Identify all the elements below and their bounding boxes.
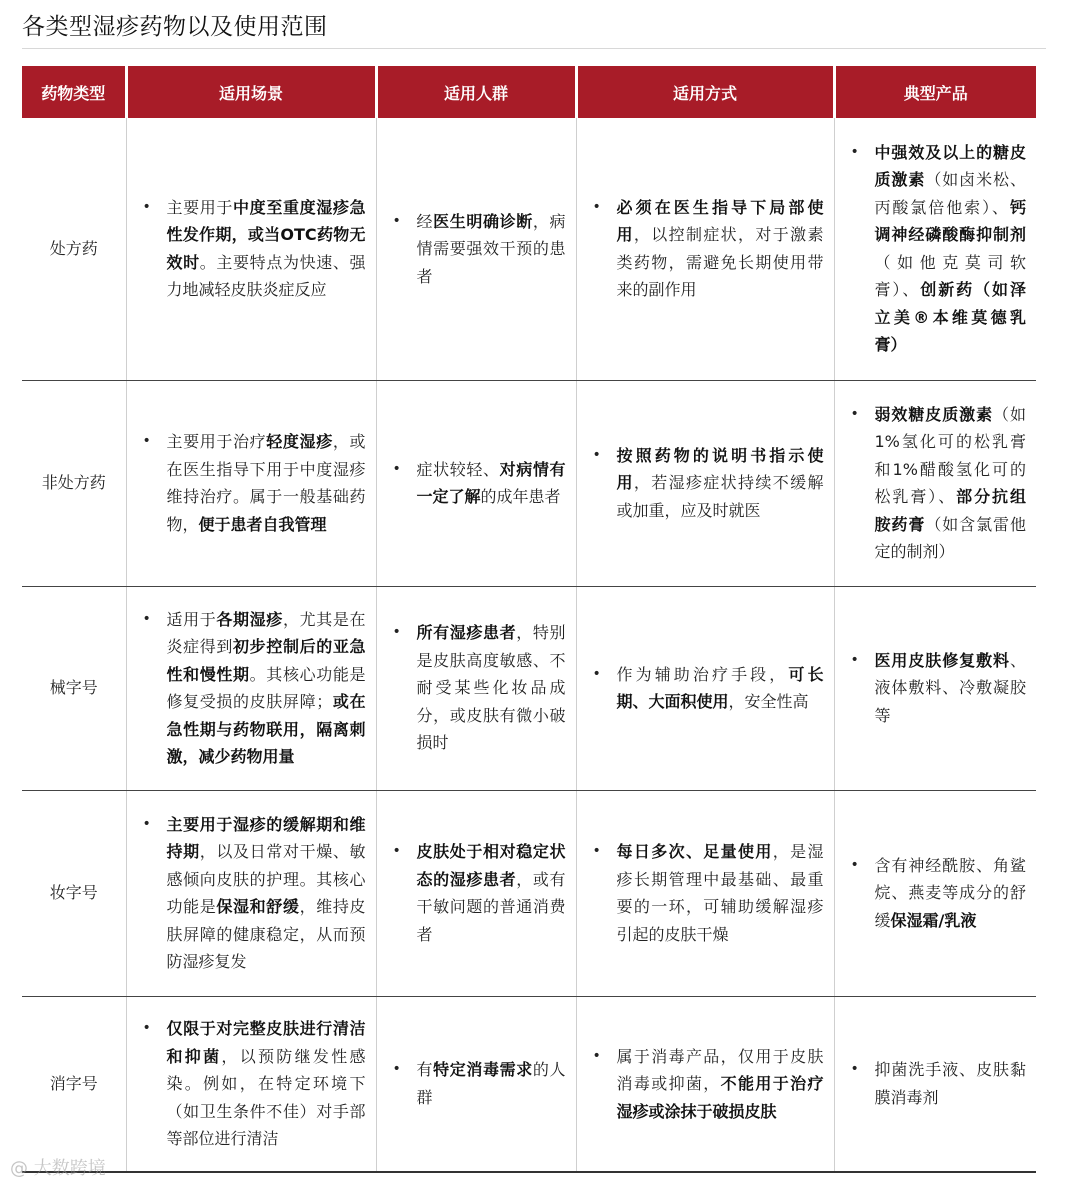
bold-text-segment: 中强效及以上的糖皮质激素 — [874, 142, 1026, 190]
text-segment: 、液体敷料、冷敷凝胶等 — [874, 650, 1026, 725]
bullet-item — [387, 838, 566, 948]
cell-text — [617, 1043, 824, 1126]
text-segment: 属于消毒产品，仅用于皮肤消毒或抑菌， — [616, 1046, 824, 1093]
bullet-item — [587, 442, 824, 525]
text-segment: （如1%氢化可的松乳膏和1%醋酸氢化可的松乳膏）、 — [874, 404, 1026, 506]
bold-text-segment: 不能用于治疗湿疹或涂抹于破损皮肤 — [616, 1074, 824, 1121]
header-usage: 适用方式 — [576, 66, 834, 118]
bold-text-segment: 所有湿疹患者 — [416, 623, 517, 643]
scenario-cell — [126, 380, 376, 586]
text-segment: （如含氯雷他定的制剂） — [874, 514, 1026, 561]
cell-text — [167, 428, 366, 538]
bold-text-segment: 对病情有一定了解 — [416, 459, 566, 506]
bold-text-segment: 钙调神经磷酸酶抑制剂 — [874, 197, 1026, 245]
scenario-cell — [126, 118, 376, 380]
bullet-item — [845, 852, 1027, 935]
bullet-dot-icon: • — [850, 1061, 859, 1078]
bold-text-segment: 初步控制后的亚急性和慢性期 — [166, 637, 366, 684]
bullet-item — [137, 606, 366, 771]
bold-text-segment: 每日多次、足量使用 — [616, 842, 773, 861]
bullet-item — [137, 811, 366, 976]
cell-text — [875, 852, 1027, 935]
text-segment: ，或有干敏问题的普通消费者 — [416, 869, 566, 944]
text-segment: 。主要特点为快速、强力地减轻皮肤炎症反应 — [166, 252, 366, 300]
bold-text-segment: 可长期、大面积使用 — [616, 664, 824, 711]
bullet-dot-icon: • — [592, 665, 601, 682]
bullet-item — [137, 1015, 366, 1153]
bullet-dot-icon: • — [392, 843, 401, 859]
products-cell — [834, 118, 1036, 380]
usage-cell — [576, 118, 834, 380]
text-segment: 抑菌洗手液、皮肤黏膜消毒剂 — [874, 1060, 1026, 1107]
products-cell — [834, 380, 1036, 586]
text-segment: ，特别是皮肤高度敏感、不耐受某些化妆品成分，或皮肤有微小破损时 — [416, 623, 566, 753]
products-cell — [834, 586, 1036, 790]
page-title: 各类型湿疹药物以及使用范围 — [22, 14, 328, 40]
bold-text-segment: 特定消毒需求 — [433, 1060, 533, 1080]
text-segment: 主要用于治疗 — [166, 432, 267, 451]
bold-text-segment: 创新药（如泽立美®本维莫德乳膏） — [874, 280, 1026, 355]
table-row — [22, 118, 1036, 380]
text-segment: 有 — [416, 1060, 434, 1080]
cell-text — [875, 139, 1027, 359]
text-segment: 。其核心功能是修复受损的皮肤屏障； — [166, 664, 366, 711]
text-segment: ，以控制症状，对于激素类药物，需避免长期使用带来的副作用 — [616, 225, 824, 300]
text-segment: ，若湿疹症状持续不缓解或加重，应及时就医 — [616, 473, 824, 520]
population-cell — [376, 380, 576, 586]
bold-text-segment: 医生明确诊断 — [433, 211, 533, 231]
bullet-dot-icon: • — [392, 624, 401, 641]
cell-text — [417, 838, 566, 948]
scenario-cell — [126, 996, 376, 1172]
text-segment: ，安全性高 — [728, 692, 809, 711]
header-population: 适用人群 — [376, 66, 576, 118]
text-segment: 适用于 — [166, 609, 217, 629]
drug-type-cell: 械字号 — [22, 586, 126, 790]
text-segment: 症状较轻、 — [416, 459, 500, 479]
bullet-item — [387, 208, 566, 291]
table-row — [22, 996, 1036, 1172]
table-row — [22, 586, 1036, 790]
bold-text-segment: 保湿和舒缓 — [216, 897, 300, 916]
bold-text-segment: 医用皮肤修复敷料 — [874, 650, 1010, 670]
bold-text-segment: 保湿霜/乳液 — [890, 910, 977, 930]
drug-table — [22, 66, 1036, 1173]
header-products: 典型产品 — [834, 66, 1036, 118]
bullet-item — [587, 1043, 824, 1126]
drug-type-cell: 非处方药 — [22, 380, 126, 586]
drug-type-cell: 处方药 — [22, 118, 126, 380]
text-segment: ，是湿疹长期管理中最基础、最重要的一环，可辅助缓解湿疹引起的皮肤干燥 — [616, 842, 824, 944]
bullet-dot-icon: • — [392, 1061, 401, 1078]
text-segment: 经 — [416, 211, 434, 231]
bullet-dot-icon: • — [142, 610, 151, 627]
products-cell — [834, 996, 1036, 1172]
text-segment: 的成年患者 — [480, 487, 561, 506]
bullet-item — [137, 428, 366, 538]
bullet-item — [387, 456, 566, 511]
bullet-item — [587, 661, 824, 716]
cell-text — [167, 1015, 366, 1153]
title-divider — [22, 48, 1046, 49]
header-drug-type: 药物类型 — [22, 66, 126, 118]
population-cell — [376, 790, 576, 996]
cell-text — [167, 811, 366, 976]
bullet-item — [845, 401, 1027, 566]
cell-text — [617, 194, 824, 304]
bullet-dot-icon: • — [850, 143, 859, 160]
bullet-dot-icon: • — [850, 405, 859, 422]
bold-text-segment: 各期湿疹 — [216, 609, 283, 629]
table-row — [22, 790, 1036, 996]
bullet-item — [587, 838, 824, 948]
bullet-item — [845, 647, 1027, 730]
text-segment: ，或在医生指导下用于中度湿疹维持治疗。属于一般基础药物， — [166, 432, 366, 534]
bullet-dot-icon: • — [850, 651, 859, 668]
header-row — [22, 66, 1036, 118]
table-row — [22, 380, 1036, 586]
text-segment: ，病情需要强效干预的患者 — [416, 211, 566, 286]
cell-text — [617, 661, 824, 716]
bold-text-segment: 必须在医生指导下局部使用 — [616, 197, 824, 245]
bold-text-segment: 或在急性期与药物联用，隔离刺激，减少药物用量 — [166, 692, 366, 766]
text-segment: 的人群 — [416, 1060, 566, 1107]
bullet-dot-icon: • — [592, 446, 601, 463]
text-segment: ，尤其是在炎症得到 — [166, 609, 366, 656]
bold-text-segment: 便于患者自我管理 — [198, 514, 327, 534]
bullet-item — [137, 194, 366, 304]
cell-text — [167, 194, 366, 304]
drug-type-cell: 妆字号 — [22, 790, 126, 996]
bold-text-segment: 部分抗组胺药膏 — [874, 487, 1026, 534]
text-segment: 主要用于 — [166, 197, 234, 217]
cell-text — [875, 1056, 1027, 1111]
bullet-dot-icon: • — [850, 856, 859, 873]
usage-cell — [576, 996, 834, 1172]
bold-text-segment: 主要用于湿疹的缓解期和维持期 — [166, 814, 366, 861]
cell-text — [617, 838, 824, 948]
bold-text-segment: 轻度湿疹 — [266, 432, 333, 451]
text-segment: 作为辅助治疗手段， — [616, 664, 789, 684]
bullet-dot-icon: • — [142, 1020, 151, 1036]
cell-text — [417, 1056, 566, 1111]
bullet-dot-icon: • — [392, 212, 401, 229]
bullet-dot-icon: • — [592, 843, 601, 859]
population-cell — [376, 118, 576, 380]
watermark-text: @ 大数跨境 — [10, 1158, 106, 1179]
bullet-item — [387, 1056, 566, 1111]
usage-cell — [576, 586, 834, 790]
bullet-dot-icon: • — [592, 1047, 601, 1064]
population-cell — [376, 996, 576, 1172]
bullet-item — [587, 194, 824, 304]
cell-text — [875, 401, 1027, 566]
products-cell — [834, 790, 1036, 996]
bold-text-segment: 中度至重度湿疹急性发作期，或当OTC药物无效时 — [166, 197, 366, 272]
scenario-cell — [126, 790, 376, 996]
text-segment: （如他克莫司软膏）、 — [874, 252, 1026, 300]
bold-text-segment: 按照药物的说明书指示使用 — [616, 445, 824, 493]
bullet-dot-icon: • — [142, 433, 151, 449]
scenario-cell — [126, 586, 376, 790]
cell-text — [417, 456, 566, 511]
cell-text — [875, 647, 1027, 730]
bullet-dot-icon: • — [392, 460, 401, 477]
cell-text — [167, 606, 366, 771]
bold-text-segment: 皮肤处于相对稳定状态的湿疹患者 — [416, 842, 566, 889]
text-segment: ，维持皮肤屏障的健康稳定，从而预防湿疹复发 — [166, 897, 366, 971]
bold-text-segment: 弱效糖皮质激素 — [874, 404, 994, 424]
cell-text — [417, 619, 566, 757]
text-segment: 含有神经酰胺、角鲨烷、燕麦等成分的舒缓 — [874, 855, 1026, 930]
cell-text — [417, 208, 566, 291]
bullet-dot-icon: • — [142, 815, 151, 832]
text-segment: ，以及日常对干燥、敏感倾向皮肤的护理。其核心功能是 — [166, 842, 366, 916]
population-cell — [376, 586, 576, 790]
header-scenario: 适用场景 — [126, 66, 376, 118]
usage-cell — [576, 790, 834, 996]
text-segment: （如卤米松、丙酸氯倍他索）、 — [874, 170, 1026, 217]
cell-text — [617, 442, 824, 525]
drug-type-cell: 消字号 — [22, 996, 126, 1172]
usage-cell — [576, 380, 834, 586]
bullet-item — [845, 1056, 1027, 1111]
bullet-dot-icon: • — [142, 198, 151, 215]
bold-text-segment: 仅限于对完整皮肤进行清洁和抑菌 — [166, 1019, 366, 1066]
text-segment: ，以预防继发性感染。例如，在特定环境下（如卫生条件不佳）对手部等部位进行清洁 — [166, 1046, 366, 1148]
bullet-dot-icon: • — [592, 198, 601, 215]
bullet-item — [387, 619, 566, 757]
bullet-item — [845, 139, 1027, 359]
table-body — [22, 118, 1036, 1172]
